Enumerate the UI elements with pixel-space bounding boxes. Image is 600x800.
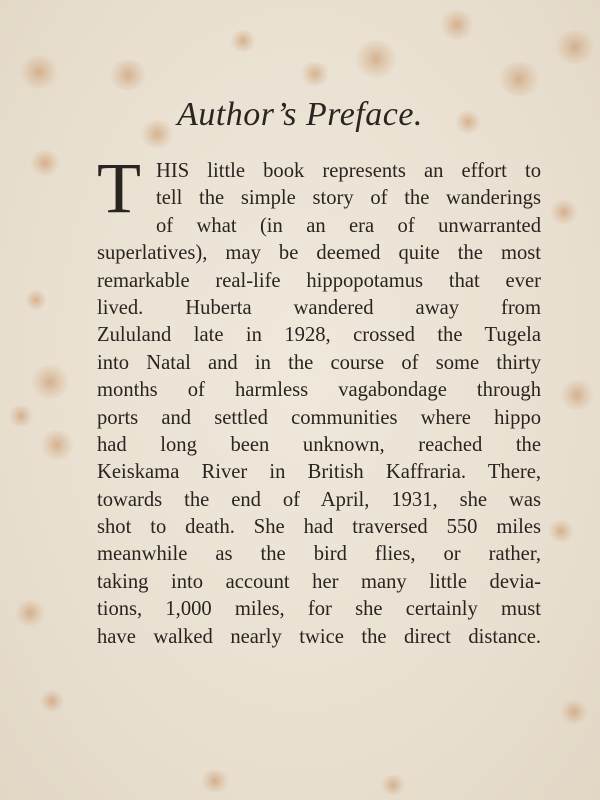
text-line: towards the end of April, 1931, she was bbox=[97, 488, 541, 511]
text-line: superlatives), may be deemed quite the most bbox=[97, 242, 541, 265]
text-line: meanwhile as the bird flies, or rather, bbox=[97, 543, 541, 566]
foxing-spot bbox=[440, 10, 474, 40]
text-line: tell the simple story of the wanderings bbox=[156, 187, 541, 210]
foxing-spot bbox=[355, 40, 397, 78]
foxing-spot bbox=[300, 62, 330, 86]
foxing-spot bbox=[380, 775, 406, 795]
text-line: have walked nearly twice the direct distance. bbox=[97, 625, 541, 648]
text-line: shot to death. She had traversed 550 miles bbox=[97, 516, 541, 539]
foxing-spot bbox=[560, 700, 588, 724]
page-title: Author’s Preface. bbox=[177, 96, 423, 133]
text-line: HIS little book represents an effort to bbox=[156, 160, 541, 182]
foxing-spot bbox=[25, 290, 47, 310]
foxing-spot bbox=[200, 770, 230, 792]
text-line: ports and settled communities where hippo bbox=[97, 406, 541, 429]
foxing-spot bbox=[40, 690, 64, 712]
foxing-spot bbox=[108, 60, 148, 90]
foxing-spot bbox=[20, 55, 58, 89]
preface-paragraph bbox=[97, 158, 541, 651]
foxing-spot bbox=[15, 600, 45, 626]
text-line: lived. Huberta wandered away from bbox=[97, 296, 541, 319]
text-line: had long been unknown, reached the bbox=[97, 433, 541, 456]
text-line: into Natal and in the course of some thirty bbox=[97, 351, 541, 374]
foxing-spot bbox=[560, 380, 594, 410]
text-line: months of harmless vagabondage through bbox=[97, 379, 541, 402]
foxing-spot bbox=[230, 30, 256, 52]
foxing-spot bbox=[555, 30, 595, 64]
text-line: of what (in an era of unwarranted bbox=[156, 214, 541, 237]
text-line: tions, 1,000 miles, for she certainly must bbox=[97, 598, 541, 621]
text-line: Keiskama River in British Kaffraria. There, bbox=[97, 461, 541, 484]
foxing-spot bbox=[40, 430, 74, 460]
foxing-spot bbox=[550, 200, 578, 224]
text-line: Zululand late in 1928, crossed the Tugela bbox=[97, 324, 541, 347]
foxing-spot bbox=[497, 62, 541, 96]
text-line: taking into account her many little devia- bbox=[97, 570, 541, 593]
foxing-spot bbox=[8, 405, 34, 427]
foxing-spot bbox=[548, 520, 574, 542]
drop-cap: T bbox=[97, 148, 141, 228]
foxing-spot bbox=[30, 365, 70, 399]
text-line: remarkable real-life hippopotamus that ever bbox=[97, 269, 541, 292]
foxing-spot bbox=[30, 150, 60, 176]
